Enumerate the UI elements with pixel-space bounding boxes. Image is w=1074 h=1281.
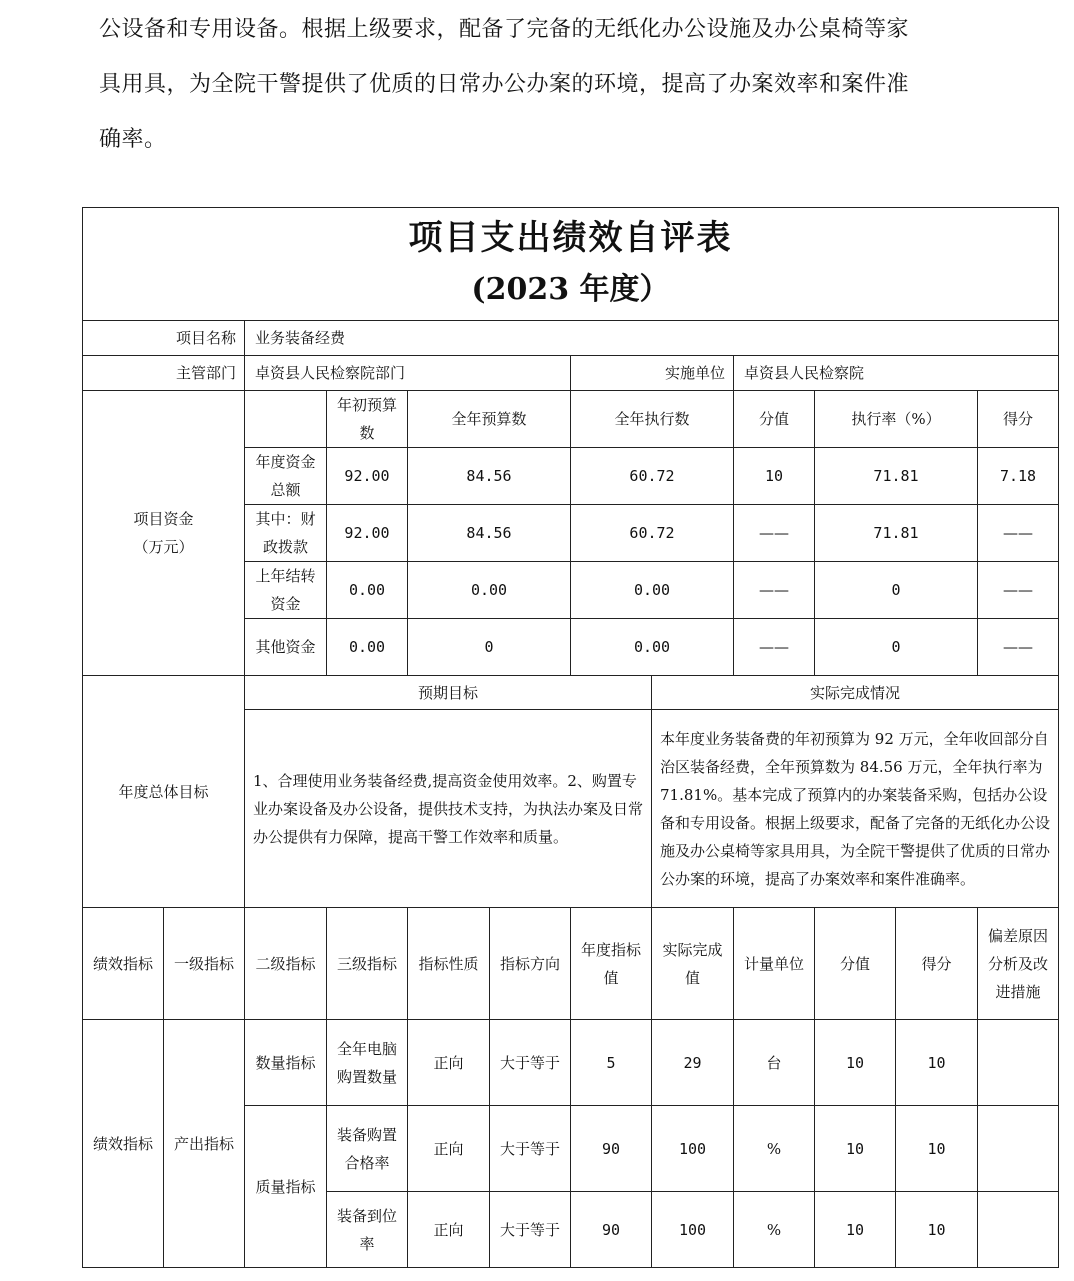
intro-line: 具用具，为全院干警提供了优质的日常办公办案的环境，提高了办案效率和案件准 (99, 72, 910, 97)
indicator-header: 得分 (896, 908, 978, 1020)
indicator-score-value: 10 (815, 1106, 896, 1192)
fund-score: —— (978, 619, 1059, 676)
dept-value: 卓资县人民检察院部门 (245, 356, 571, 391)
indicator-header: 计量单位 (734, 908, 815, 1020)
indicator-header: 分值 (815, 908, 896, 1020)
indicator-unit: % (734, 1192, 815, 1268)
intro-line: 公设备和专用设备。根据上级要求，配备了完备的无纸化办公设施及办公桌椅等家 (99, 17, 910, 42)
indicator-header: 实际完成值 (652, 908, 734, 1020)
indicator-actual: 29 (652, 1020, 734, 1106)
fund-header-blank (245, 391, 327, 448)
indicator-header: 一级指标 (164, 908, 245, 1020)
indicator-nature: 正向 (408, 1192, 490, 1268)
fund-score-value: —— (734, 562, 815, 619)
fund-score-value: —— (734, 619, 815, 676)
funds-label-line: （万元） (133, 538, 194, 556)
fund-executed: 0.00 (571, 562, 734, 619)
expected-text: 1、合理使用业务装备经费,提高资金使用效率。2、购置专业办案设备及办公设备，提供技术支持，为执法办案及日常办公提供有力保障，提高干警工作效率和质量。 (245, 710, 652, 908)
indicator-level2: 质量指标 (245, 1106, 327, 1268)
indicator-note (978, 1192, 1059, 1268)
performance-table (82, 207, 1059, 1268)
table-title: 项目支出绩效自评表 (408, 218, 733, 258)
fund-budget: 0.00 (408, 562, 571, 619)
fund-executed: 0.00 (571, 619, 734, 676)
fund-initial: 92.00 (327, 448, 408, 505)
fund-header: 年初预算数 (327, 391, 408, 448)
fund-rate: 0 (815, 562, 978, 619)
indicator-unit: 台 (734, 1020, 815, 1106)
unit-value: 卓资县人民检察院 (734, 356, 1059, 391)
project-name-label: 项目名称 (83, 321, 245, 356)
fund-budget: 0 (408, 619, 571, 676)
indicator-score: 10 (896, 1192, 978, 1268)
fund-initial: 0.00 (327, 562, 408, 619)
fund-executed: 60.72 (571, 505, 734, 562)
indicator-header: 三级指标 (327, 908, 408, 1020)
project-name-value: 业务装备经费 (245, 321, 1059, 356)
fund-rate: 0 (815, 619, 978, 676)
indicator-header: 偏差原因分析及改进措施 (978, 908, 1059, 1020)
fund-header: 全年执行数 (571, 391, 734, 448)
indicator-header: 二级指标 (245, 908, 327, 1020)
indicator-score: 10 (896, 1020, 978, 1106)
indicator-header: 指标性质 (408, 908, 490, 1020)
fund-row-label: 其他资金 (245, 619, 327, 676)
table-subtitle: (2023 年度） (471, 272, 670, 307)
indicator-note (978, 1106, 1059, 1192)
fund-budget: 84.56 (408, 448, 571, 505)
indicator-target: 5 (571, 1020, 652, 1106)
unit-label: 实施单位 (571, 356, 734, 391)
table-title-cell (83, 208, 1059, 321)
indicator-header: 年度指标值 (571, 908, 652, 1020)
actual-label: 实际完成情况 (652, 676, 1059, 710)
fund-budget: 84.56 (408, 505, 571, 562)
indicator-level3: 装备购置合格率 (327, 1106, 408, 1192)
dept-label: 主管部门 (83, 356, 245, 391)
fund-initial: 92.00 (327, 505, 408, 562)
funds-label (83, 391, 245, 676)
indicator-direction: 大于等于 (490, 1106, 571, 1192)
indicator-score-value: 10 (815, 1020, 896, 1106)
intro-line: 确率。 (99, 127, 167, 152)
indicator-header: 指标方向 (490, 908, 571, 1020)
fund-initial: 0.00 (327, 619, 408, 676)
indicator-header: 绩效指标 (83, 908, 164, 1020)
indicator-level2: 数量指标 (245, 1020, 327, 1106)
indicator-unit: % (734, 1106, 815, 1192)
indicator-direction: 大于等于 (490, 1020, 571, 1106)
indicator-direction: 大于等于 (490, 1192, 571, 1268)
intro-paragraph (99, 2, 999, 167)
fund-rate: 71.81 (815, 505, 978, 562)
indicator-score: 10 (896, 1106, 978, 1192)
fund-score-value: 10 (734, 448, 815, 505)
fund-score: —— (978, 505, 1059, 562)
indicator-target: 90 (571, 1106, 652, 1192)
indicator-level1: 产出指标 (164, 1020, 245, 1268)
fund-rate: 71.81 (815, 448, 978, 505)
indicator-nature: 正向 (408, 1020, 490, 1106)
fund-header: 全年预算数 (408, 391, 571, 448)
fund-row-label: 上年结转资金 (245, 562, 327, 619)
fund-header: 得分 (978, 391, 1059, 448)
indicator-nature: 正向 (408, 1106, 490, 1192)
goal-label: 年度总体目标 (83, 676, 245, 908)
fund-executed: 60.72 (571, 448, 734, 505)
indicator-level3: 装备到位率 (327, 1192, 408, 1268)
fund-header: 执行率（%） (815, 391, 978, 448)
fund-row-label: 其中：财政拨款 (245, 505, 327, 562)
indicator-level3: 全年电脑购置数量 (327, 1020, 408, 1106)
fund-row-label: 年度资金总额 (245, 448, 327, 505)
fund-header: 分值 (734, 391, 815, 448)
fund-score: —— (978, 562, 1059, 619)
expected-label: 预期目标 (245, 676, 652, 710)
fund-score: 7.18 (978, 448, 1059, 505)
fund-score-value: —— (734, 505, 815, 562)
indicator-actual: 100 (652, 1192, 734, 1268)
indicator-score-value: 10 (815, 1192, 896, 1268)
indicator-actual: 100 (652, 1106, 734, 1192)
indicator-note (978, 1020, 1059, 1106)
funds-label-line: 项目资金 (133, 510, 194, 528)
actual-text: 本年度业务装备费的年初预算为 92 万元，全年收回部分自治区装备经费，全年预算数为 84.56 万元，全年执行率为 71.81%。基本完成了预算内的办案装备采购，包括办公设备和专用设备。根据上级要求，配备了完备的无纸化办公设施及办公桌椅等家具用具，为全院干警提供了优质的日常办公办案的环境，提高了办案效率和案件准确率。 (652, 710, 1059, 908)
indicator-target: 90 (571, 1192, 652, 1268)
indicator-level0: 绩效指标 (83, 1020, 164, 1268)
